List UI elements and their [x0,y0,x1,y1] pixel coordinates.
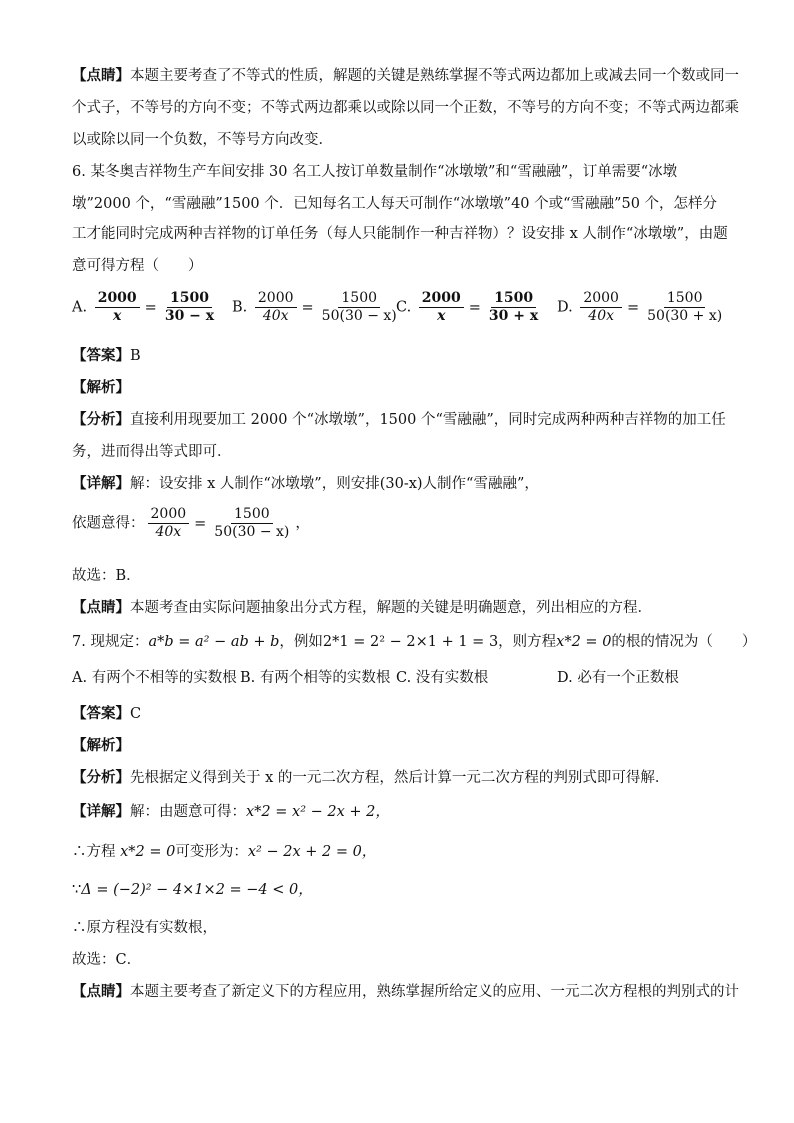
q6-options [72,290,722,330]
q6-conclusion: 故选：B． [72,568,141,584]
q7-answer: 【答案】C [72,705,142,722]
q6-stem-line-2: 墩”2000 个，“雪融融”1500 个．已知每名工人每天可制作“冰墩墩”40 个或“雪融融”50 个，怎样分 [72,196,718,212]
q7-option-b: B. 有两个相等的实数根 [240,670,391,686]
q7-option-a: A. 有两个不相等的实数根 [72,670,237,686]
note-tag: 【点睛】 [72,67,130,84]
q7-fenxi: 【分析】先根据定义得到关于 x 的一元二次方程，然后计算一元二次方程的判别式即可得解． [72,769,670,786]
q7-option-c: C. 没有实数根 [396,670,489,686]
q6-equation: 依题意得： $\frac{2000}{40x}$ = $\frac{1500}{50(30 - x)}$ ， [72,506,310,540]
q7-xiangjie: 【详解】解：由题意可得：x*2 = x² − 2x + 2， [72,803,390,820]
q6-option-a: A. $\frac{2000}{x}$ = $\frac{1500}{30 - x}$ [72,290,215,324]
q7-conclusion: 故选：C． [72,952,142,968]
q7-step-1: ∴方程 x*2 = 0可变形为：x² − 2x + 2 = 0， [72,844,377,860]
q7-step-2: ∵Δ = (−2)² − 4×1×2 = −4 < 0， [72,882,313,898]
q7-step-3: ∴原方程没有实数根， [72,920,217,936]
note-line-2: 个式子，不等号的方向不变；不等式两边都乘以或除以同一个正数，不等号的方向不变；不等式两边都乘 [72,100,739,116]
q6-xiangjie: 【详解】解：设安排 x 人制作“冰墩墩”，则安排(30-x)人制作“雪融融”， [72,475,539,492]
note-line-1: 【点睛】本题主要考查了不等式的性质，解题的关键是熟练掌握不等式两边都加上或减去同一个数或同一 [72,67,739,84]
q6-stem-line-1: 6. 某冬奥吉祥物生产车间安排 30 名工人按订单数量制作“冰墩墩”和“雪融融”，订单需要“冰墩 [72,164,678,180]
q6-fenxi-line-2: 务，进而得出等式即可． [72,444,232,460]
q6-fenxi-line-1: 【分析】直接利用现要加工 2000 个“冰墩墩”，1500 个“雪融融”，同时完成两种两种吉祥物的加工任 [72,411,726,428]
q7-option-d: D. 必有一个正数根 [557,670,679,686]
q6-stem-line-3: 工才能同时完成两种吉祥物的订单任务（每人只能制作一种吉祥物）？设安排 x 人制作“冰墩墩”，由题 [72,226,728,242]
q6-note: 【点睛】本题考查由实际问题抽象出分式方程，解题的关键是明确题意，列出相应的方程． [72,599,652,616]
q6-answer: 【答案】B [72,347,141,364]
q6-option-d: D. $\frac{2000}{40x}$ = $\frac{1500}{50(30 + x)}$ [557,290,723,324]
q7-stem: 7. 现规定：a*b = a² − ab + b，例如2*1 = 2² − 2×1 + 1 = 3，则方程x*2 = 0的根的情况为（ ） [72,634,757,650]
note-line-3: 以或除以同一个负数，不等号方向改变． [72,132,333,148]
q6-option-b: B. $\frac{2000}{40x}$ = $\frac{1500}{50(30 - x)}$ [232,290,397,324]
q7-note: 【点睛】本题主要考查了新定义下的方程应用，熟练掌握所给定义的应用、一元二次方程根的判别式的计 [72,983,739,1000]
q6-stem-line-4: 意可得方程（ ） [72,258,203,274]
q6-option-c: C. $\frac{2000}{x}$ = $\frac{1500}{30 + x}$ [396,290,539,324]
q7-analysis-tag: 【解析】 [72,737,130,754]
q6-analysis-tag: 【解析】 [72,379,130,396]
q7-options [72,668,722,690]
